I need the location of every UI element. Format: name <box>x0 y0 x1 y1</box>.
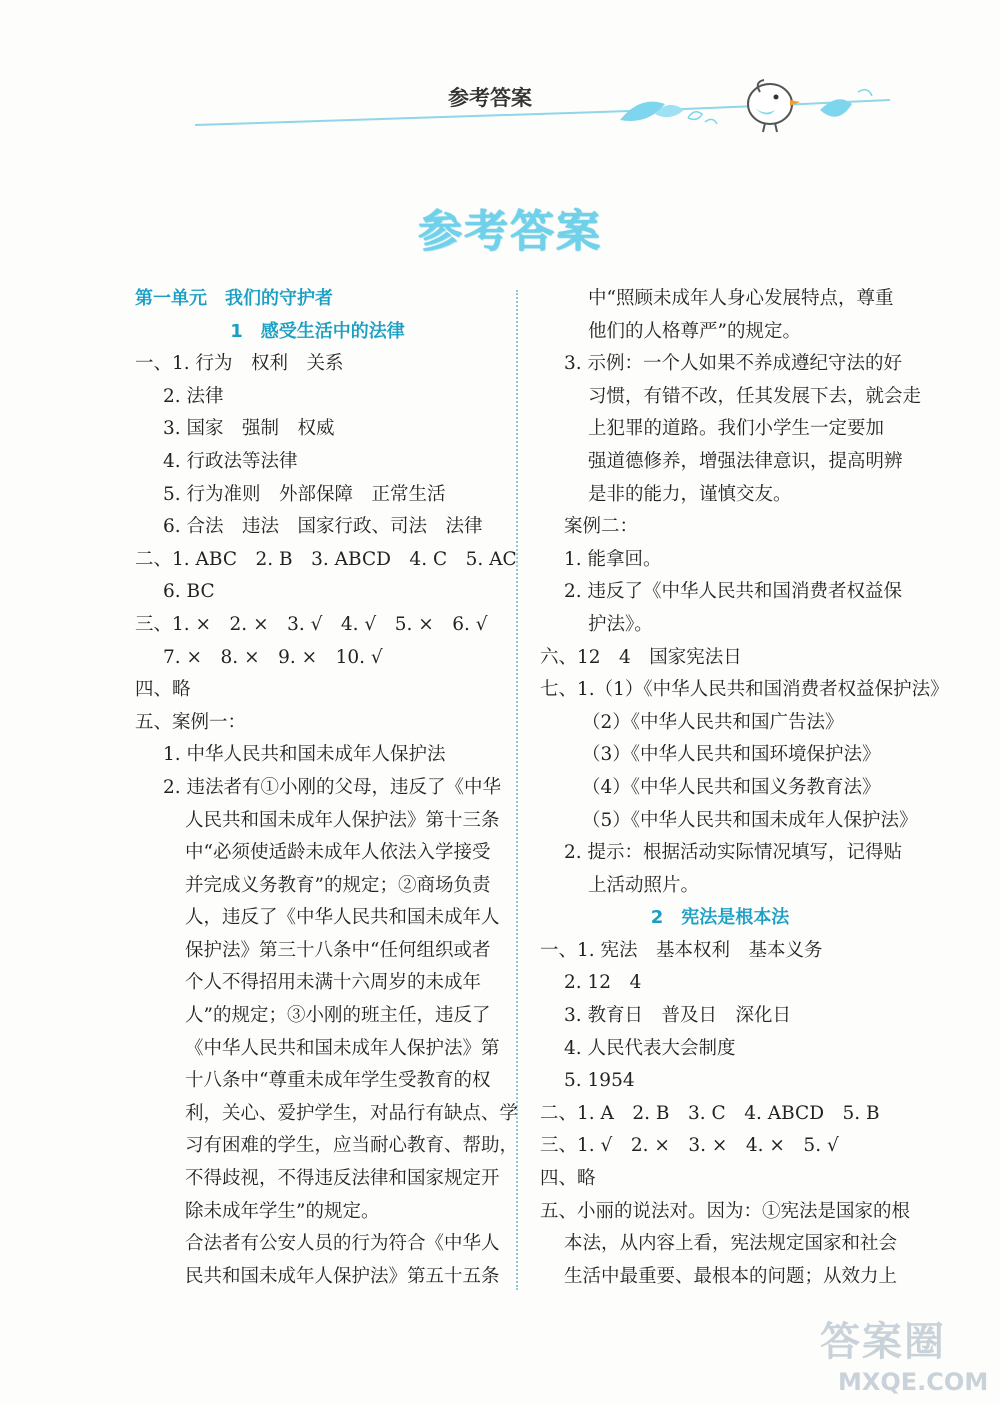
answer-line: 二、1. ABC 2. B 3. ABCD 4. C 5. AC <box>135 548 517 570</box>
answer-line: 七、1.（1）《中华人民共和国消费者权益保护法》 <box>540 679 949 701</box>
answer-line: 三、1. √ 2. × 3. × 4. × 5. √ <box>540 1135 839 1157</box>
answer-line: 民共和国未成年人保护法》第五十五条 <box>185 1265 500 1287</box>
answer-line: 2. 提示：根据活动实际情况填写，记得贴 <box>564 842 903 864</box>
answer-line: 2. 法律 <box>163 385 224 407</box>
answer-line: 并完成义务教育”的规定；②商场负责 <box>185 874 491 896</box>
answer-line: 一、1. 宪法 基本权利 基本义务 <box>540 939 823 961</box>
watermark-url: MXQE.COM <box>838 1368 989 1396</box>
answer-line: 5. 行为准则 外部保障 正常生活 <box>163 483 446 505</box>
answer-line: 人民共和国未成年人保护法》第十三条 <box>185 809 500 831</box>
answer-line: 合法者有公安人员的行为符合《中华人 <box>185 1233 500 1255</box>
answer-line: 上犯罪的道路。我们小学生一定要加 <box>588 418 885 440</box>
answer-line: （2）《中华人民共和国广告法》 <box>582 711 844 733</box>
answer-line: 《中华人民共和国未成年人保护法》第 <box>185 1037 500 1059</box>
answer-line: 四、略 <box>540 1168 596 1190</box>
answer-line: 7. × 8. × 9. × 10. √ <box>163 646 383 668</box>
answer-line: 十八条中“尊重未成年学生受教育的权 <box>185 1070 491 1092</box>
answer-line: 案例二： <box>564 516 639 538</box>
answer-line: （4）《中华人民共和国义务教育法》 <box>582 776 881 798</box>
answer-line: （3）《中华人民共和国环境保护法》 <box>582 744 881 766</box>
answer-line: 一、1. 行为 权利 关系 <box>135 353 344 375</box>
answer-line: 4. 行政法等法律 <box>163 450 298 472</box>
answer-line: 2. 12 4 <box>564 972 642 994</box>
header-decoration-vine <box>0 0 1000 150</box>
leaf-icon <box>820 99 852 117</box>
bird-icon <box>748 80 800 132</box>
answer-line: 不得歧视，不得违反法律和国家规定开 <box>185 1168 500 1190</box>
answer-line: 1. 能拿回。 <box>564 548 662 570</box>
page-title: 参考答案 <box>418 206 602 257</box>
answer-line: 保护法》第三十八条中“任何组织或者 <box>185 939 491 961</box>
answer-line: 上活动照片。 <box>588 874 700 896</box>
answer-line: 是非的能力，谨慎交友。 <box>588 483 792 505</box>
answer-line: 除未成年学生”的规定。 <box>185 1200 380 1222</box>
answer-line: 本法，从内容上看，宪法规定国家和社会 <box>564 1233 898 1255</box>
watermark <box>820 1310 990 1400</box>
answer-line: 他们的人格尊严”的规定。 <box>588 320 801 342</box>
answer-line: 四、略 <box>135 679 191 701</box>
answer-line: 2. 违反了《中华人民共和国消费者权益保 <box>564 581 903 603</box>
answer-line: 6. 合法 违法 国家行政、司法 法律 <box>163 516 483 538</box>
answer-line: 2. 违法者有①小刚的父母，违反了《中华 <box>163 776 502 798</box>
answer-line: 强道德修养，增强法律意识，提高明辨 <box>588 450 903 472</box>
header-title: 参考答案 <box>448 86 532 110</box>
answer-line: 3. 国家 强制 权威 <box>163 418 335 440</box>
answer-line: 生活中最重要、最根本的问题；从效力上 <box>564 1265 898 1287</box>
page-header <box>0 0 1000 150</box>
answer-line: 习有困难的学生，应当耐心教育、帮助， <box>185 1135 519 1157</box>
answer-line: 5. 1954 <box>564 1070 635 1092</box>
answer-line: 4. 人民代表大会制度 <box>564 1037 736 1059</box>
answer-line: 六、12 4 国家宪法日 <box>540 646 742 668</box>
answer-line: 中“照顾未成年人身心发展特点，尊重 <box>588 288 894 309</box>
answer-line: 3. 示例：一个人如果不养成遵纪守法的好 <box>564 353 903 375</box>
answer-line: 人”的规定；③小刚的班主任，违反了 <box>185 1005 491 1027</box>
answer-line: （5）《中华人民共和国未成年人保护法》 <box>582 809 918 831</box>
unit-heading: 第一单元 我们的守护者 <box>135 288 333 309</box>
answer-line: 人，违反了《中华人民共和国未成年人 <box>185 907 500 929</box>
answer-line: 五、小丽的说法对。因为：①宪法是国家的根 <box>540 1200 911 1222</box>
lesson-heading: 2 宪法是根本法 <box>650 907 790 929</box>
answer-line: 6. BC <box>163 581 215 603</box>
answer-line: 个人不得招用未满十六周岁的未成年 <box>185 972 482 994</box>
answer-line: 1. 中华人民共和国未成年人保护法 <box>163 744 446 766</box>
left-column <box>135 283 519 1293</box>
answer-line: 三、1. × 2. × 3. √ 4. √ 5. × 6. √ <box>135 613 488 635</box>
answer-line: 五、案例一： <box>135 711 247 733</box>
lesson-heading: 1 感受生活中的法律 <box>230 320 405 342</box>
answer-line: 护法》。 <box>588 613 653 635</box>
answer-line: 二、1. A 2. B 3. C 4. ABCD 5. B <box>540 1102 880 1124</box>
right-column <box>540 283 949 1293</box>
watermark-logo-text: 答案圈 <box>820 1319 946 1365</box>
answer-line: 利，关心、爱护学生，对品行有缺点、学 <box>185 1102 519 1124</box>
answer-line: 习惯，有错不改，任其发展下去，就会走 <box>588 385 922 407</box>
answer-line: 中“必须使适龄未成年人依法入学接受 <box>185 842 491 864</box>
answer-line: 3. 教育日 普及日 深化日 <box>564 1005 792 1027</box>
